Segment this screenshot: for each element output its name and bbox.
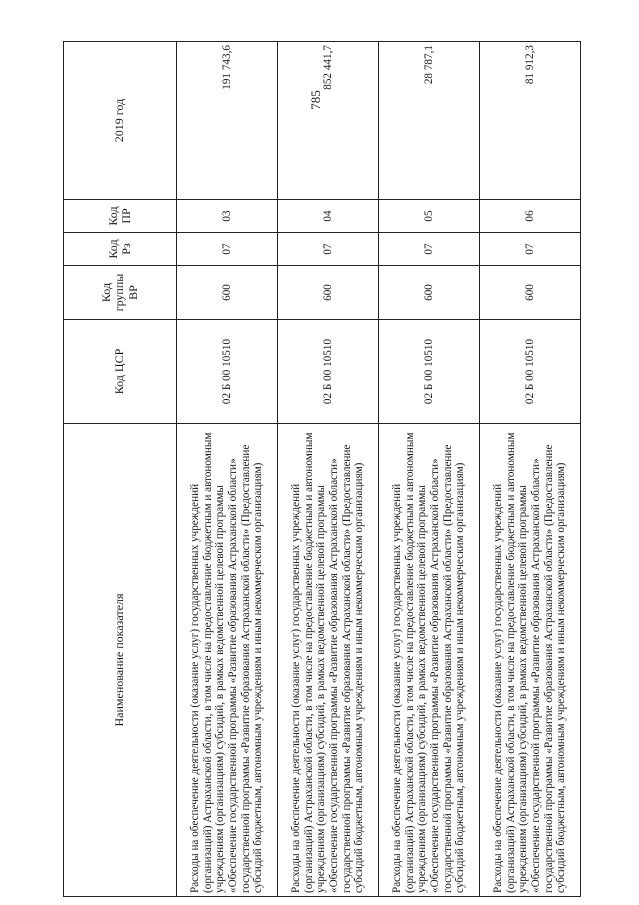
header-rz: Код Рз	[64, 233, 177, 266]
row-year-cell: 191 743,6	[177, 42, 278, 200]
row-rz-cell: 07	[480, 233, 581, 266]
row-year-cell: 852 441,7	[278, 42, 379, 200]
header-year: 2019 год	[64, 42, 177, 200]
row-vr-cell: 600	[379, 266, 480, 320]
row-vr-cell: 600	[278, 266, 379, 320]
row-pr-cell: 06	[480, 200, 581, 233]
row-csr-cell: 02 Б 00 10510	[480, 320, 581, 424]
row-pr-cell: 03	[177, 200, 278, 233]
budget-table	[63, 41, 581, 897]
row-name-cell: Расходы на обеспечение деятельности (оказание услуг) государственных учреждений (организаций) Астраханской области, в том числе на предоставление бюджетным и автономным учреждениям (организациям) субсидий, в рамках ведомственной целевой программы «Обеспечение государственной программы «Развитие образования Астраханской области» государственной программы «Развитие образования Астраханской области» (Предоставление субсидий бюджетным, автономным учреждениям и иным некоммерческим организациям)	[177, 424, 278, 897]
table-frame	[63, 42, 580, 897]
row-year-cell: 28 787,1	[379, 42, 480, 200]
row-name-cell: Расходы на обеспечение деятельности (оказание услуг) государственных учреждений (организаций) Астраханской области, в том числе на предоставление бюджетным и автономным учреждениям (организациям) субсидий, в рамках ведомственной целевой программы «Обеспечение государственной программы «Развитие образования Астраханской области» государственной программы «Развитие образования Астраханской области» (Предоставление субсидий бюджетным, автономным учреждениям и иным некоммерческим организациям)	[379, 424, 480, 897]
row-rz-cell: 07	[379, 233, 480, 266]
row-csr-cell: 02 Б 00 10510	[278, 320, 379, 424]
header-pr: Код ПР	[64, 200, 177, 233]
row-vr-cell: 600	[177, 266, 278, 320]
header-csr: Код ЦСР	[64, 320, 177, 424]
row-pr-cell: 04	[278, 200, 379, 233]
table-row	[278, 42, 379, 897]
row-vr-cell: 600	[480, 266, 581, 320]
row-pr-cell: 05	[379, 200, 480, 233]
row-year-cell: 81 912,3	[480, 42, 581, 200]
table-row	[177, 42, 278, 897]
table-row	[480, 42, 581, 897]
row-name-cell: Расходы на обеспечение деятельности (оказание услуг) государственных учреждений (организаций) Астраханской области, в том числе на предоставление бюджетным и автономным учреждениям (организациям) субсидий, в рамках ведомственной целевой программы «Обеспечение государственной программы «Развитие образования Астраханской области» государственной программы «Развитие образования Астраханской области» (Предоставление субсидий бюджетным, автономным учреждениям и иным некоммерческим организациям)	[480, 424, 581, 897]
header-name: Наименование показателя	[64, 424, 177, 897]
row-rz-cell: 07	[278, 233, 379, 266]
row-csr-cell: 02 Б 00 10510	[379, 320, 480, 424]
table-row	[379, 42, 480, 897]
header-vr: Код группы ВР	[64, 266, 177, 320]
row-rz-cell: 07	[177, 233, 278, 266]
rotated-table-container	[63, 42, 580, 897]
table-header-row	[64, 42, 177, 897]
row-name-cell: Расходы на обеспечение деятельности (оказание услуг) государственных учреждений (организаций) Астраханской области, в том числе на предоставление бюджетным и автономным учреждениям (организациям) субсидий, в рамках ведомственной целевой программы «Обеспечение государственной программы «Развитие образования Астраханской области» государственной программы «Развитие образования Астраханской области» (Предоставление субсидий бюджетным, автономным учреждениям и иным некоммерческим организациям)	[278, 424, 379, 897]
row-csr-cell: 02 Б 00 10510	[177, 320, 278, 424]
page-number: 785	[308, 90, 323, 110]
